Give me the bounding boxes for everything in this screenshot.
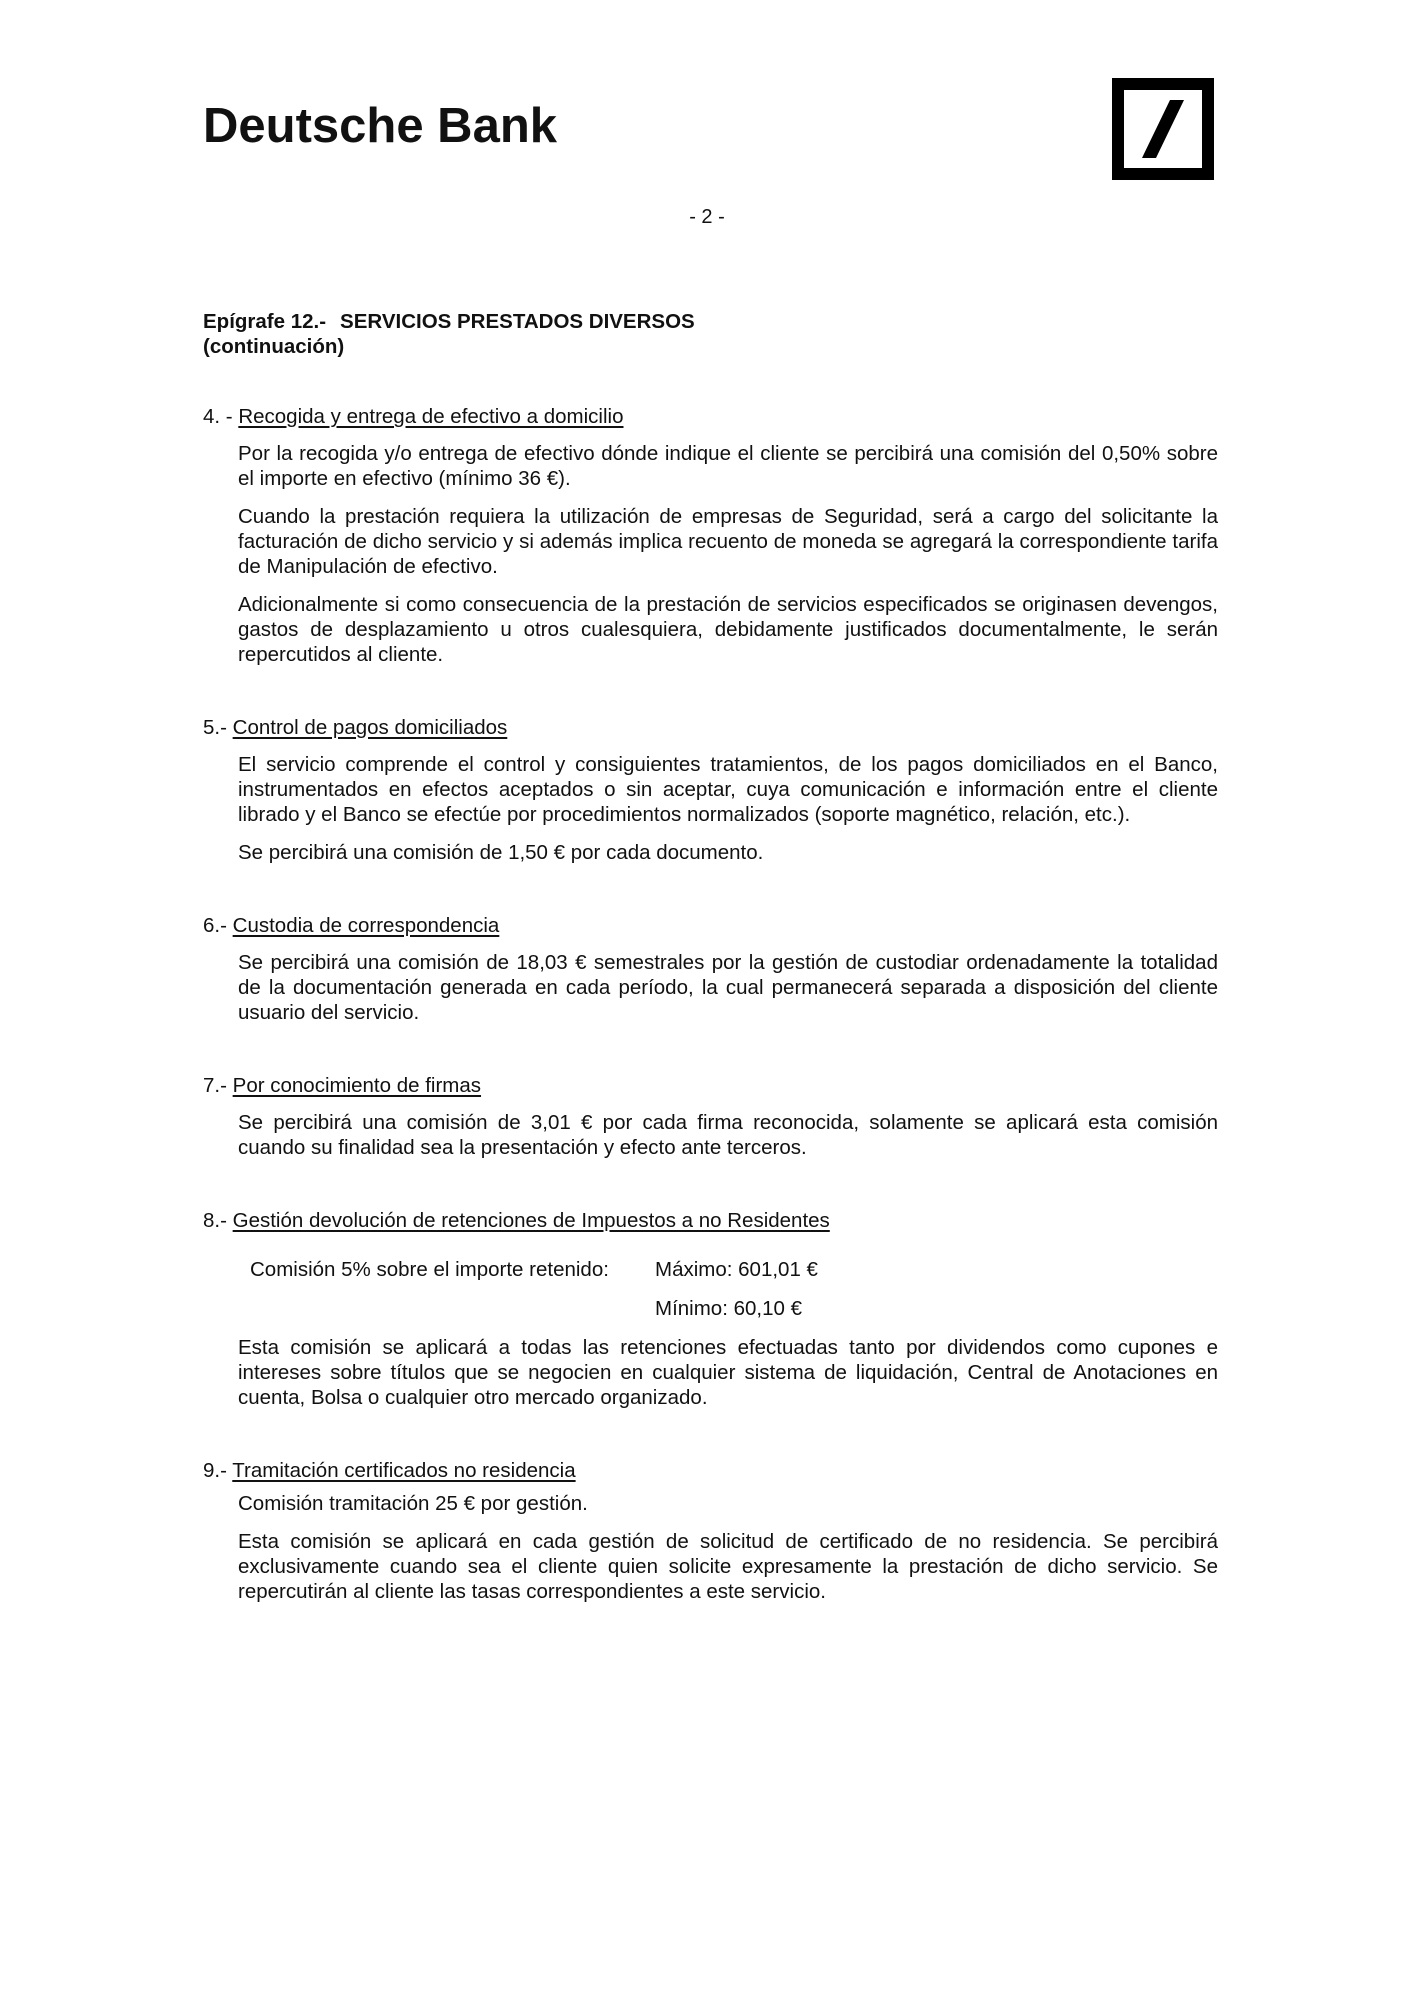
- heading-epigraph: Epígrafe 12.-: [203, 310, 327, 333]
- commission-label: Comisión 5% sobre el importe retenido:: [250, 1258, 609, 1281]
- section-title-text: Control de pagos domiciliados: [232, 716, 508, 739]
- paragraph: Por la recogida y/o entrega de efectivo dónde indique el cliente se percibirá una comisión del 0,50% sobre el importe en efectivo (mínimo 36 €).: [238, 442, 1218, 490]
- section-title-text: Gestión devolución de retenciones de Impuestos a no Residentes: [232, 1209, 830, 1232]
- paragraph: Se percibirá una comisión de 18,03 € semestrales por la gestión de custodiar ordenadamente la totalidad de la documentación generada en cada período, la cual permanecerá separada a disposición del cliente usuario del servicio.: [238, 951, 1218, 1024]
- section-7: [203, 1073, 1218, 1160]
- heading-line-2: (continuación): [203, 335, 345, 358]
- paragraph: Adicionalmente si como consecuencia de la prestación de servicios especificados se originasen devengos, gastos de desplazamiento u otros cualesquiera, debidamente justificados documentalmente, le serán repercutidos al cliente.: [238, 593, 1218, 666]
- section-title: [203, 1208, 1218, 1233]
- paragraph: Se percibirá una comisión de 1,50 € por cada documento.: [238, 841, 764, 864]
- section-heading: [203, 309, 1218, 359]
- paragraph: Cuando la prestación requiera la utilización de empresas de Seguridad, será a cargo del solicitante la facturación de dicho servicio y si además implica recuento de moneda se agregará la correspondiente tarifa de Manipulación de efectivo.: [238, 505, 1218, 578]
- paragraph: Comisión tramitación 25 € por gestión.: [238, 1492, 588, 1515]
- section-title: [203, 715, 1218, 740]
- section-number: 7.-: [203, 1074, 227, 1097]
- section-title-text: Tramitación certificados no residencia: [232, 1459, 576, 1482]
- heading-line-1: [203, 309, 1218, 334]
- section-6: [203, 913, 1218, 1025]
- section-number: 8.-: [203, 1209, 227, 1232]
- page-number-container: [0, 206, 1414, 229]
- section-title-text: Recogida y entrega de efectivo a domicilio: [238, 405, 624, 428]
- page-number: - 2 -: [689, 206, 725, 228]
- paragraph: Se percibirá una comisión de 3,01 € por cada firma reconocida, solamente se aplicará esta comisión cuando su finalidad sea la presentación y efecto ante terceros.: [238, 1111, 1218, 1159]
- commission-maximum: Máximo: 601,01 €: [655, 1258, 818, 1281]
- section-title: [203, 1458, 1218, 1483]
- paragraph: Esta comisión se aplicará a todas las retenciones efectuadas tanto por dividendos como cupones e intereses sobre títulos que se negocien en cualquier sistema de liquidación, Central de Anotaciones en cuenta, Bolsa o cualquier otro mercado organizado.: [238, 1336, 1218, 1409]
- heading-title: SERVICIOS PRESTADOS DIVERSOS: [340, 310, 695, 333]
- commission-minimum: Mínimo: 60,10 €: [655, 1297, 802, 1320]
- section-title: [203, 913, 1218, 938]
- commission-row: [250, 1257, 1218, 1282]
- deutsche-bank-logo-icon: [1112, 78, 1214, 180]
- section-number: 4. -: [203, 405, 233, 428]
- section-title: [203, 1073, 1218, 1098]
- section-title-text: Por conocimiento de firmas: [232, 1074, 482, 1097]
- paragraph: Esta comisión se aplicará en cada gestión de solicitud de certificado de no residencia. Se percibirá exclusivamente cuando sea el cliente quien solicite expresamente la prestación de dicho servicio. Se repercutirán al cliente las tasas correspondientes a este servicio.: [238, 1530, 1218, 1603]
- section-5: [203, 715, 1218, 865]
- section-title-text: Custodia de correspondencia: [232, 914, 500, 937]
- section-4: [203, 404, 1218, 667]
- section-number: 9.-: [203, 1459, 227, 1482]
- section-title: [203, 404, 1218, 429]
- paragraph: El servicio comprende el control y consiguientes tratamientos, de los pagos domiciliados en el Banco, instrumentados en efectos aceptados o sin aceptar, cuya comunicación e información entre el cliente librado y el Banco se efectúe por procedimientos normalizados (soporte magnético, relación, etc.).: [238, 753, 1218, 826]
- section-9: [203, 1458, 1218, 1604]
- section-8: [203, 1208, 1218, 1410]
- document-body: [203, 309, 1218, 1617]
- section-number: 6.-: [203, 914, 227, 937]
- section-number: 5.-: [203, 716, 227, 739]
- brand-name: Deutsche Bank: [203, 99, 558, 153]
